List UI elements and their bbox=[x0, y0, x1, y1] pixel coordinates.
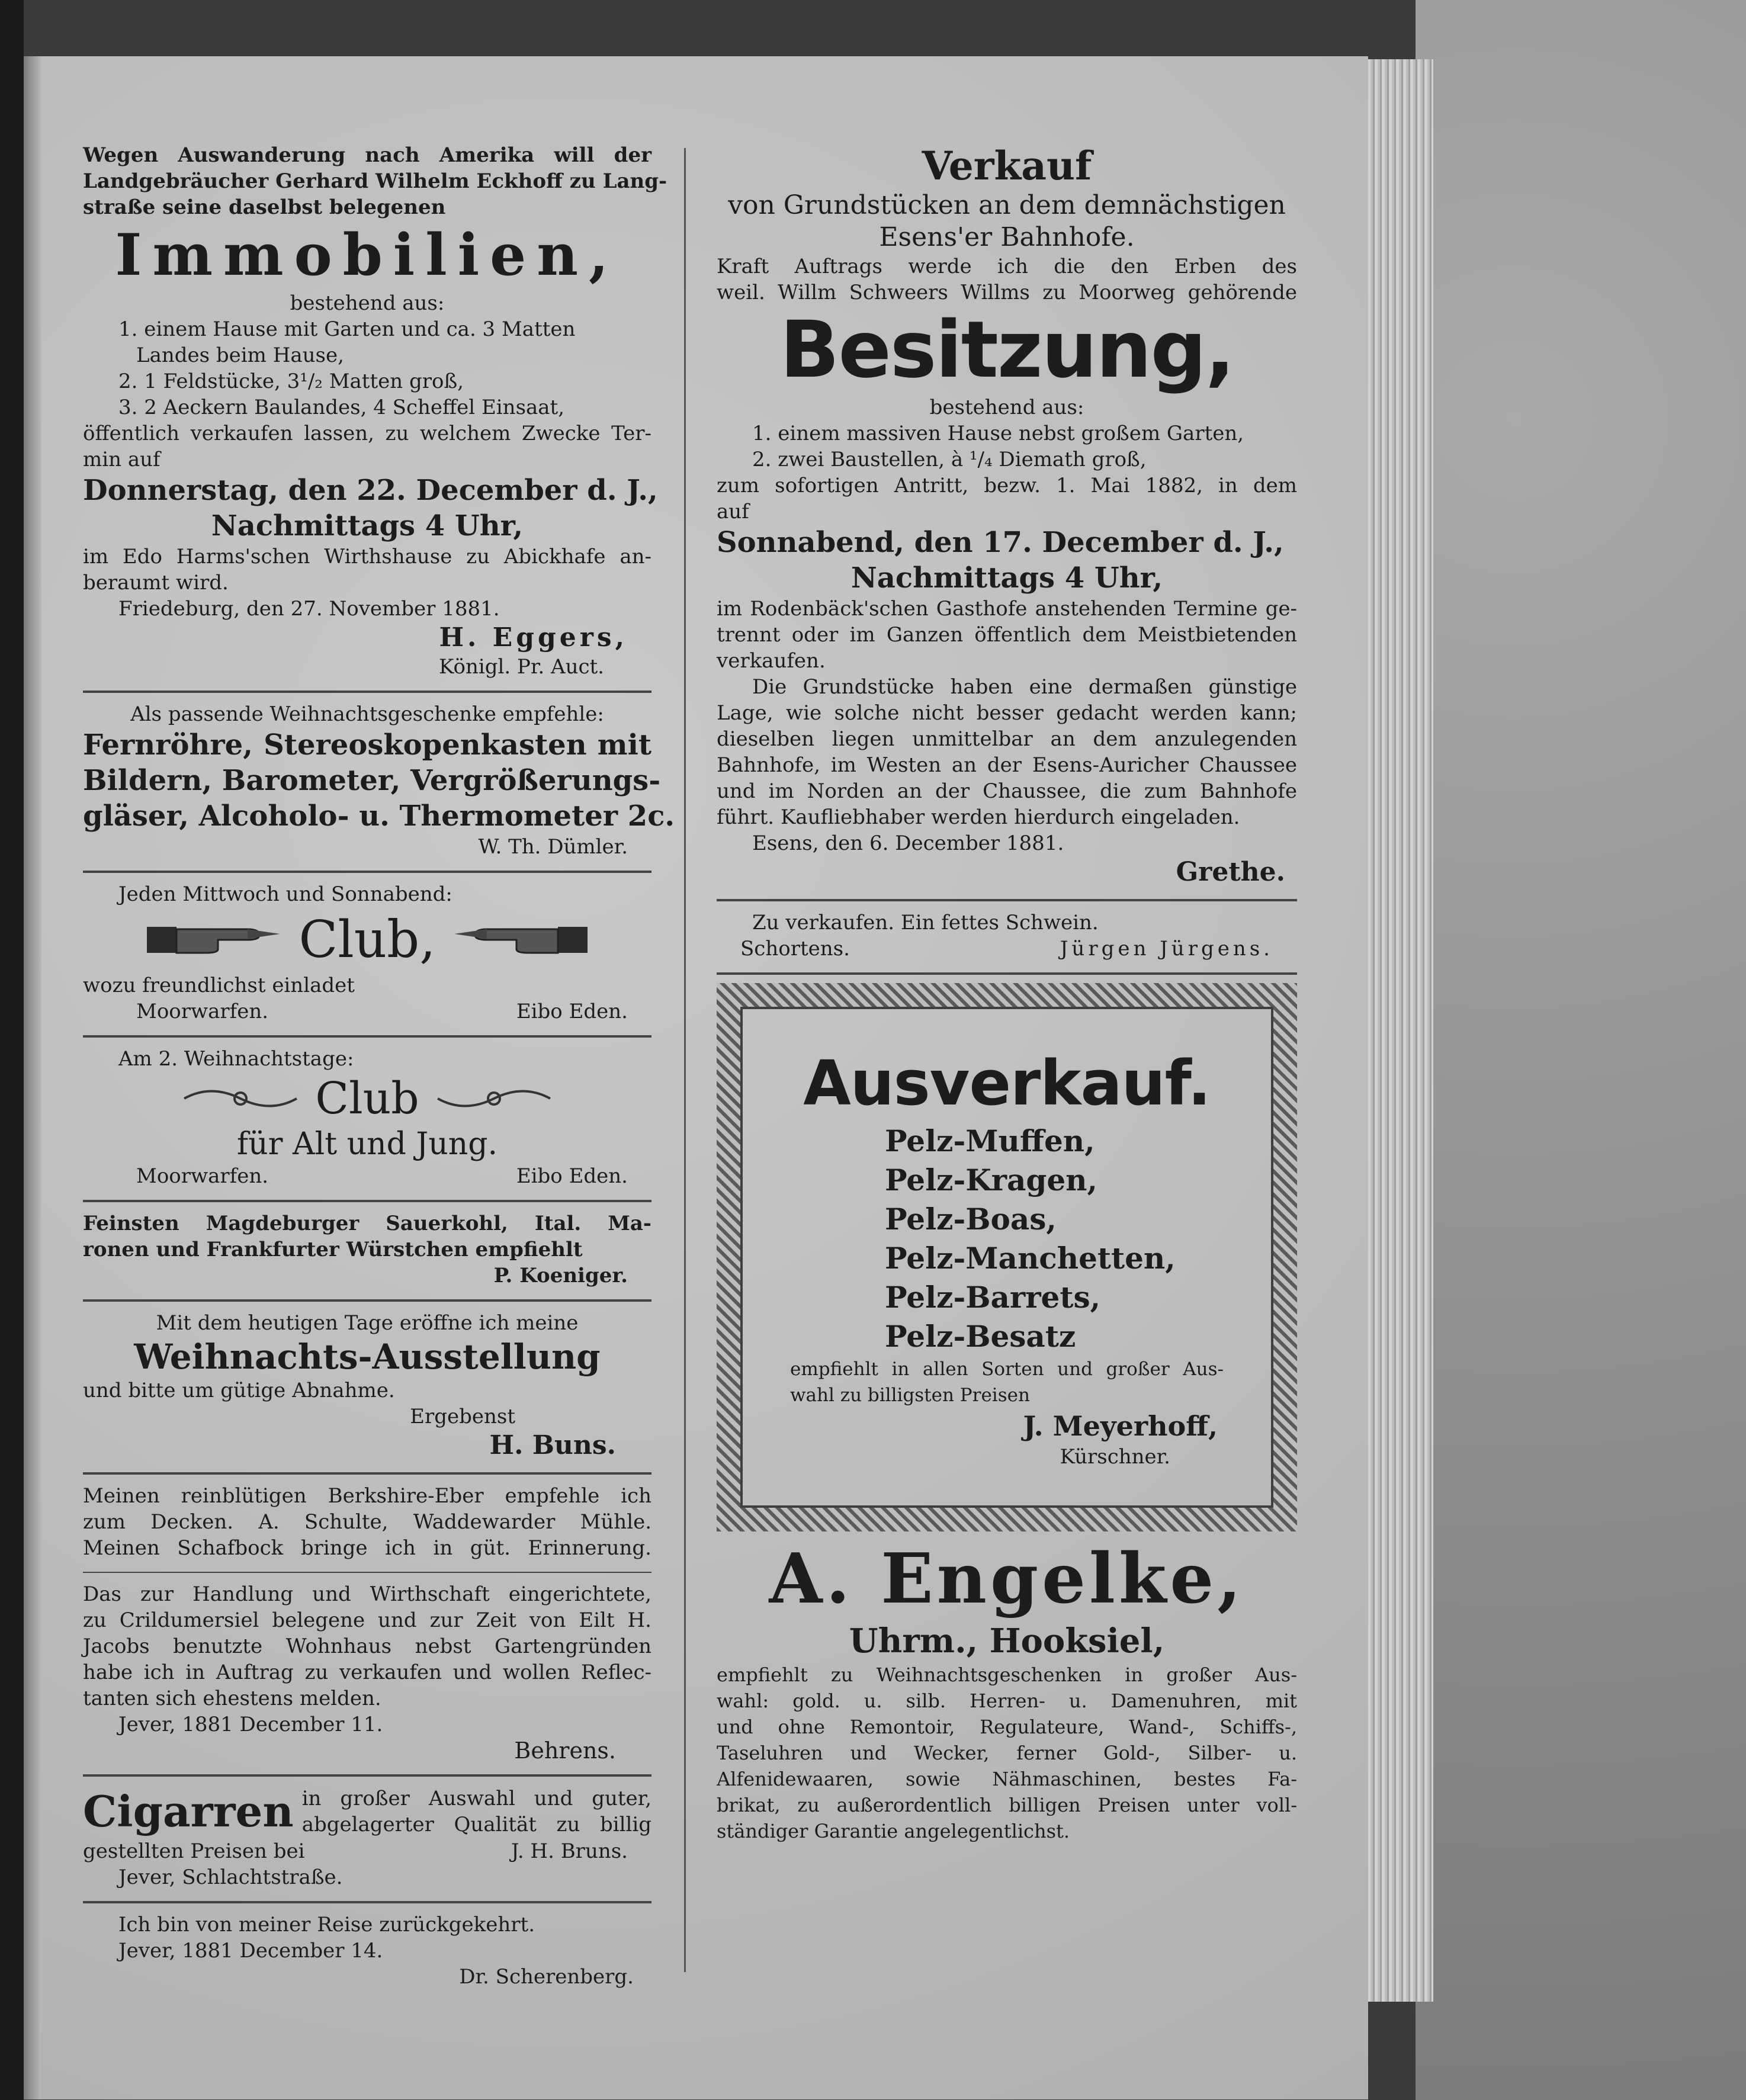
ad-line: Landgebräucher Gerhard Wilhelm Eckhoff zu Lang- bbox=[83, 169, 667, 193]
ad-heading: Club bbox=[315, 1073, 419, 1124]
ad-wohnhaus bbox=[83, 1581, 651, 1764]
ad-heading: Weihnachts-Ausstellung bbox=[134, 1337, 601, 1377]
ad-immobilien bbox=[83, 142, 667, 680]
ad-line: 1. einem massiven Hause nebst großem Garten, bbox=[752, 422, 1244, 445]
ad-divider bbox=[83, 1299, 651, 1302]
ad-signer: P. Koeniger. bbox=[493, 1264, 628, 1287]
ad-line: Meinen Schafbock bringe ich in güt. Erinnerung. bbox=[83, 1536, 651, 1560]
ad-date: Sonnabend, den 17. December d. J., bbox=[717, 526, 1284, 559]
ad-line: Landes beim Hause, bbox=[136, 343, 344, 367]
book-gutter bbox=[24, 56, 41, 2099]
ad-line: bestehend aus: bbox=[290, 291, 445, 315]
ad-line: führt. Kaufliebhaber werden hierdurch eingeladen. bbox=[717, 805, 1240, 829]
ad-item: Pelz-Besatz bbox=[885, 1319, 1076, 1354]
ad-big-heading: Besitzung, bbox=[779, 304, 1234, 396]
ad-item: Pelz-Muffen, bbox=[885, 1123, 1095, 1158]
ad-line: Bildern, Barometer, Vergrößerungs- bbox=[83, 764, 661, 797]
ad-line: Mit dem heutigen Tage eröffne ich meine bbox=[156, 1311, 579, 1335]
ad-divider bbox=[83, 1901, 651, 1903]
ad-divider bbox=[83, 1035, 651, 1038]
ad-line: wozu freundlichst einladet bbox=[83, 974, 355, 997]
ad-line: Am 2. Weihnachtstage: bbox=[118, 1047, 354, 1071]
scan-background bbox=[1416, 0, 1746, 2100]
ad-dateline: Esens, den 6. December 1881. bbox=[752, 831, 1064, 855]
ad-cigarren bbox=[83, 1785, 651, 1890]
ad-line: gestellten Preisen bei bbox=[83, 1839, 305, 1863]
ad-line: zum sofortigen Antritt, bezw. 1. Mai 1882, in dem bbox=[717, 474, 1297, 497]
ad-dateline: Jever, 1881 December 11. bbox=[118, 1713, 383, 1736]
club-title-row bbox=[83, 907, 651, 972]
ad-place: Moorwarfen. bbox=[136, 1000, 269, 1023]
ad-signer: W. Th. Dümler. bbox=[478, 835, 628, 859]
pointing-hand-left-icon bbox=[451, 916, 588, 964]
ad-line: trennt oder im Ganzen öffentlich dem Meistbietenden bbox=[717, 623, 1297, 647]
ad-divider bbox=[83, 871, 651, 873]
ad-dateline: Friedeburg, den 27. November 1881. bbox=[118, 597, 500, 621]
ad-line: und ohne Remontoir, Regulateure, Wand-, Schiffs-, bbox=[717, 1716, 1297, 1738]
ad-line: 3. 2 Aeckern Baulandes, 4 Scheffel Einsaat, bbox=[118, 396, 565, 419]
ad-weihnachts-ausstellung bbox=[83, 1310, 651, 1462]
ad-heading: Cigarren bbox=[83, 1786, 294, 1836]
ad-line: Zu verkaufen. Ein fettes Schwein. bbox=[752, 911, 1099, 935]
ad-line: tanten sich ehestens melden. bbox=[83, 1687, 381, 1710]
right-column bbox=[717, 142, 1297, 1844]
ad-divider bbox=[717, 899, 1297, 901]
ad-line: Ich bin von meiner Reise zurückgekehrt. bbox=[118, 1913, 535, 1937]
ornament-right-icon bbox=[435, 1084, 553, 1113]
ad-sauerkohl bbox=[83, 1210, 651, 1289]
ad-club bbox=[83, 881, 651, 1025]
ad-line: wahl: gold. u. silb. Herren- u. Damenuhren, mit bbox=[717, 1690, 1297, 1712]
ad-date: Donnerstag, den 22. December d. J., bbox=[83, 474, 658, 507]
ad-weihnachtsgeschenke bbox=[83, 701, 675, 860]
ad-line: Fernröhre, Stereoskopenkasten mit bbox=[83, 728, 651, 762]
ad-place: Schortens. bbox=[740, 937, 850, 961]
ad-line: wahl zu billigsten Preisen bbox=[790, 1385, 1030, 1406]
ad-line: ronen und Frankfurter Würstchen empfiehlt bbox=[83, 1238, 583, 1261]
ad-heading: Club, bbox=[299, 910, 436, 969]
ad-line: Kraft Auftrags werde ich die den Erben des bbox=[717, 255, 1297, 278]
ad-divider bbox=[83, 1200, 651, 1202]
ad-line: straße seine daselbst belegenen bbox=[83, 195, 446, 219]
column-divider bbox=[684, 148, 686, 1972]
ornament-left-icon bbox=[181, 1084, 300, 1113]
ad-line: Jeden Mittwoch und Sonnabend: bbox=[118, 882, 452, 906]
ad-line: im Rodenbäck'schen Gasthofe anstehenden Termine ge- bbox=[717, 597, 1297, 621]
ad-line: weil. Willm Schweers Willms zu Moorweg gehörende bbox=[717, 281, 1297, 304]
ad-line: min auf bbox=[83, 448, 161, 471]
ad-heading: A. Engelke, bbox=[769, 1539, 1245, 1619]
left-column bbox=[83, 142, 675, 1990]
ad-line: und bitte um gütige Abnahme. bbox=[83, 1379, 395, 1402]
ad-eber bbox=[83, 1483, 651, 1561]
ad-signer: Jürgen Jürgens. bbox=[1060, 937, 1273, 961]
ad-line: öffentlich verkaufen lassen, zu welchem Zwecke Ter- bbox=[83, 422, 651, 445]
ad-subheading: Esens'er Bahnhofe. bbox=[879, 222, 1135, 252]
ad-signer: Eibo Eden. bbox=[516, 1164, 628, 1188]
ad-heading: Verkauf bbox=[922, 143, 1092, 189]
ad-subtitle: für Alt und Jung. bbox=[236, 1126, 498, 1162]
ad-line: Das zur Handlung und Wirthschaft eingerichtete, bbox=[83, 1582, 651, 1606]
ad-dateline: Jever, 1881 December 14. bbox=[118, 1939, 383, 1963]
ad-signer: Behrens. bbox=[514, 1738, 616, 1764]
ad-heading: Immobilien, bbox=[115, 221, 620, 288]
ad-line: 1. einem Hause mit Garten und ca. 3 Matten bbox=[118, 317, 576, 341]
ad-time: Nachmittags 4 Uhr, bbox=[211, 509, 524, 542]
ad-verkauf-besitzung bbox=[717, 142, 1297, 888]
ad-line: brikat, zu außerordentlich billigen Preisen unter voll- bbox=[717, 1794, 1297, 1816]
ad-line: habe ich in Auftrag zu verkaufen und wollen Reflec- bbox=[83, 1661, 651, 1684]
ad-line: in großer Auswahl und guter, bbox=[301, 1787, 651, 1810]
ad-line: 2. zwei Baustellen, à ¹/₄ Diemath groß, bbox=[752, 448, 1147, 471]
ad-line: Alfenidewaaren, sowie Nähmaschinen, bestes Fa- bbox=[717, 1768, 1297, 1790]
ad-divider bbox=[83, 691, 651, 693]
ad-line: ständiger Garantie angelegentlichst. bbox=[717, 1820, 1070, 1842]
ad-club-alt-jung bbox=[83, 1046, 651, 1189]
ad-line: Die Grundstücke haben eine dermaßen günstige bbox=[752, 675, 1297, 699]
ad-line: 2. 1 Feldstücke, 3¹/₂ Matten groß, bbox=[118, 370, 464, 393]
ad-signer: H. Buns. bbox=[489, 1430, 616, 1460]
ad-item: Pelz-Barrets, bbox=[885, 1280, 1101, 1315]
ad-item: Pelz-Manchetten, bbox=[885, 1241, 1176, 1276]
ad-line: Taseluhren und Wecker, ferner Gold-, Silber- u. bbox=[717, 1742, 1297, 1764]
ad-time: Nachmittags 4 Uhr, bbox=[850, 561, 1163, 595]
ad-divider bbox=[717, 972, 1297, 975]
ad-signer: J. Meyerhoff, bbox=[1023, 1410, 1218, 1442]
ad-line: gläser, Alcoholo- u. Thermometer 2c. bbox=[83, 799, 675, 833]
ad-signer-title: Kürschner. bbox=[1060, 1445, 1170, 1469]
ad-line: zu Crildumersiel belegene und zur Zeit von Eilt H. bbox=[83, 1608, 651, 1632]
ad-signer: Grethe. bbox=[1176, 857, 1285, 887]
ad-line: abgelagerter Qualität zu billig bbox=[301, 1813, 651, 1836]
ad-line: empfiehlt zu Weihnachtsgeschenken in großer Aus- bbox=[717, 1664, 1297, 1686]
ad-heading: Ausverkauf. bbox=[803, 1047, 1211, 1119]
ad-item: Pelz-Boas, bbox=[885, 1202, 1057, 1237]
ad-line: bestehend aus: bbox=[929, 396, 1084, 419]
ad-signer: Eibo Eden. bbox=[516, 1000, 628, 1023]
ad-line: zum Decken. A. Schulte, Waddewarder Mühle. bbox=[83, 1510, 651, 1534]
ad-line: empfiehlt in allen Sorten und großer Aus- bbox=[790, 1359, 1224, 1380]
ad-divider bbox=[83, 1572, 651, 1573]
ad-place: Jever, Schlachtstraße. bbox=[118, 1865, 343, 1889]
ad-signer: Dr. Scherenberg. bbox=[459, 1965, 634, 1989]
ad-line: dieselben liegen unmittelbar an dem anzulegenden bbox=[717, 727, 1297, 751]
ad-line: Jacobs benutzte Wohnhaus nebst Gartengründen bbox=[83, 1635, 651, 1658]
ad-signer-title: Königl. Pr. Auct. bbox=[439, 655, 604, 679]
ad-place: Moorwarfen. bbox=[136, 1164, 269, 1188]
scan-edge-left bbox=[0, 0, 24, 2100]
ad-line: Meinen reinblütigen Berkshire-Eber empfehle ich bbox=[83, 1484, 651, 1508]
ad-engelke bbox=[717, 1537, 1297, 1844]
ad-subheading: Uhrm., Hooksiel, bbox=[849, 1621, 1165, 1661]
ad-line: Wegen Auswanderung nach Amerika will der bbox=[83, 143, 651, 167]
ad-divider bbox=[83, 1472, 651, 1475]
ad-subheading: von Grundstücken an dem demnächstigen bbox=[728, 190, 1286, 220]
ad-schwein bbox=[717, 910, 1297, 962]
ad-line: und im Norden an der Chaussee, die zum Bahnhofe bbox=[717, 779, 1297, 803]
ad-line: auf bbox=[717, 500, 749, 524]
club-title-row bbox=[83, 1072, 651, 1125]
ad-line: Lage, wie solche nicht besser gedacht werden kann; bbox=[717, 701, 1297, 725]
ad-signer: H. Eggers, bbox=[439, 622, 628, 653]
ad-line: beraumt wird. bbox=[83, 571, 229, 595]
ad-line: Bahnhofe, im Westen an der Esens-Auricher Chaussee bbox=[717, 753, 1297, 777]
ad-item: Pelz-Kragen, bbox=[885, 1163, 1097, 1197]
ad-line: Als passende Weihnachtsgeschenke empfehle: bbox=[130, 702, 604, 726]
ad-line: verkaufen. bbox=[717, 649, 826, 673]
ad-reise bbox=[83, 1912, 651, 1990]
ad-line: Feinsten Magdeburger Sauerkohl, Ital. Ma- bbox=[83, 1212, 651, 1235]
ad-ausverkauf-frame bbox=[717, 983, 1297, 1531]
ad-line: Ergebenst bbox=[410, 1405, 515, 1428]
ad-line: im Edo Harms'schen Wirthshause zu Abickhafe an- bbox=[83, 545, 651, 569]
ad-signer: J. H. Bruns. bbox=[511, 1839, 628, 1863]
ad-divider bbox=[83, 1774, 651, 1777]
pointing-hand-right-icon bbox=[147, 916, 283, 964]
